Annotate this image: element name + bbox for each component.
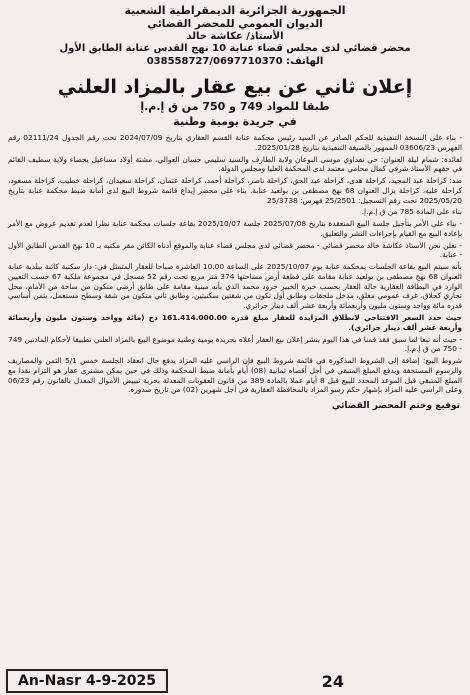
notice-subtitle-newspaper: في جريدة يومية وطنية bbox=[173, 114, 297, 128]
office-address: محضر قضائي لدى مجلس قضاء عنابة 10 نهج القدس عنابة الطابق الأول bbox=[59, 43, 411, 55]
page-number: 24 bbox=[321, 671, 344, 691]
paragraph-announcer: - نعلن نحن الأستاذ عكاشة خالد محضر قضائي - محضر قضائي لدى مجلس قضاء عنابة والموقع أدناه الكائن مقر مكتبه بـ 10 نهج القدس الطابق الأول - عنابة. bbox=[8, 240, 462, 260]
notice-title: إعلان ثاني عن بيع عقار بالمزاد العلني bbox=[57, 76, 413, 99]
paragraph-opening-price: حيث حدد السعر الافتتاحي لانطلاق المزايدة للعقار مبلغ قدره 161.414.000.00 دج (مائة وواحد وستون مليون وأربعمائة وأربعة عشر ألف دينار جزائري). bbox=[8, 312, 463, 332]
office-phone: الهاتف: 038558727/0697710370 bbox=[146, 55, 324, 67]
paragraph-sale-conditions: شروط البيع: إضافة إلى الشروط المذكورة في قائمة شروط البيع فإن الراسي عليه المزاد يدفع حال انعقاد الجلسة خمس 5/1 الثمن والمصاريف والرسوم المستحقة ويدفع المبلغ المتبقي في أجل أقصاه ثمانية (08) أيام بأمانة ضبط المحكمة وذلك في حين يمكن مشترى عقار هو التزام نقدا مع المبلغ المتبقي قبل الموعد المحدد للبيع قبل 8 أيام عملا بالمادة 389 من قانون العقوبات المعدلة بحرية تبييض الأموال المعدل بالقانون رقم 06/23 وعلى الراسي عليه المزاد بإشهار حكم رسو المزاد بالمحافظة العقارية في أجل شهرين (02) من تاريخ صدوره. bbox=[8, 356, 462, 395]
paragraph-property: بأنه سيتم البيع بقاعة الجلسات بمحكمة عنابة يوم 2025/10/07 على الساعة 10.00 العاشرة صباحا للعقار المتمثل في: دار سكنية كائنة ببلدية عنابة العنوان 68 نهج مصطفى بن بولعيد عنابة مقامة على قطعة أرض مساحتها 374 متر مربع تحت رقم 52 مسجل في مجموعة ملكية 67 حسب التعيين الوارد في البطاقة العقارية حالة العقار بحسب خبرة الخبير حرود محمد الذي بأنه مبنية مقامة على طابق أرضي متكون من ساحة من الأمام، محل تجاري كحلاق، غرف عمومي مغلق، مدخل ملحقات وطابق أول تكون من شقتين سكنيتين، وطابق ثاني متكون من شقة وسطح مستعمل، بثمن أساسي قدره مائة وواحد وستون مليون وأربعمائة وأربعة عشر ألف دينار جزائري. bbox=[8, 262, 462, 311]
republic-heading: الجمهورية الجزائرية الديمقراطية الشعبية bbox=[124, 4, 346, 17]
publication-date-box: An-Nasr 4-9-2025 bbox=[6, 669, 168, 693]
notice-subtitle-legal: طبقا للمواد 749 و 750 من ق إ.م.إ bbox=[140, 100, 330, 114]
bailiff-name: الأستاذ/ عكاشة خالد bbox=[186, 30, 284, 42]
paragraph-against: ضد: كراحلة عبد المجيد، كراحلة هدى، كراحلة عبد الحق، كراحلة ناصر، كراحلة أحمد، كراحلة عثمان، كراحلة سعيدان، كراحلة خطيب، كراحلة مسعود، كراحلة عليه، كراحلة بزال العنوان 68 نهج مصطفى بن بولعيد عنابة. بناء على محضر إيداع قائمة شروط البيع لدى أمانة ضبط محكمة عنابة بتاريخ 2025/05/20 تحت رقم التسجيل: 25/2501 فهرس: 25/3738 bbox=[8, 176, 462, 205]
paragraph-postponement: - بناء على الأمر بتأجيل جلسة البيع المنعقدة بتاريخ 2025/07/08 جلسة 2025/10/07 بقاعة جلسات محكمة عنابة نظرا لعدم تقديم عروض مع الأمر بإعادة البيع مع القيام بإجراءات النشر والتعليق. bbox=[8, 219, 462, 238]
paragraph-publication: - حيث أنه تبعا لما سبق فقد قمنا في هذا اليوم بنشر إعلان بيع العقار أعلاه بجريدة يومية وطنية موضوع البيع بالمزاد العلني تطبيقا لأحكام المادتين 749 - 750 من ق إ.م.إ. bbox=[8, 334, 462, 354]
paragraph-article: بناء على المادة 785 من ق إ.م.إ. bbox=[361, 207, 462, 217]
signature-line: توقيع وختم المحضر القضائي bbox=[331, 401, 460, 412]
paragraph-beneficiary: لفائدة: شمام ليلة العنوان: حي نفداوي موسى البوعان ولاية الطارف والسيد سليمي حسان العوالي، مشتة أولاد مساعيل يخضاء ولاية سطيف القائم في حقهم الأستاذ شرفي كمال محامي معتمد لدى المحكمة العليا ومجلس الدولة. bbox=[8, 154, 462, 174]
notice-body bbox=[6, 133, 464, 395]
paragraph-judgment: - بناء على النسخة التنفيذية للحكم الصادر عن السيد رئيس محكمة عنابة القسم العقاري بتاريخ 2024/07/09 تحت رقم الجدول 02111/24 رقم الفهرس 03606/23 الممهور بالصيغة التنفيذية بتاريخ 2025/01/28. bbox=[8, 132, 462, 152]
office-heading: الديوان العمومي للمحضر القضائي bbox=[147, 17, 323, 30]
letterhead bbox=[6, 4, 464, 68]
page-footer bbox=[0, 667, 470, 695]
